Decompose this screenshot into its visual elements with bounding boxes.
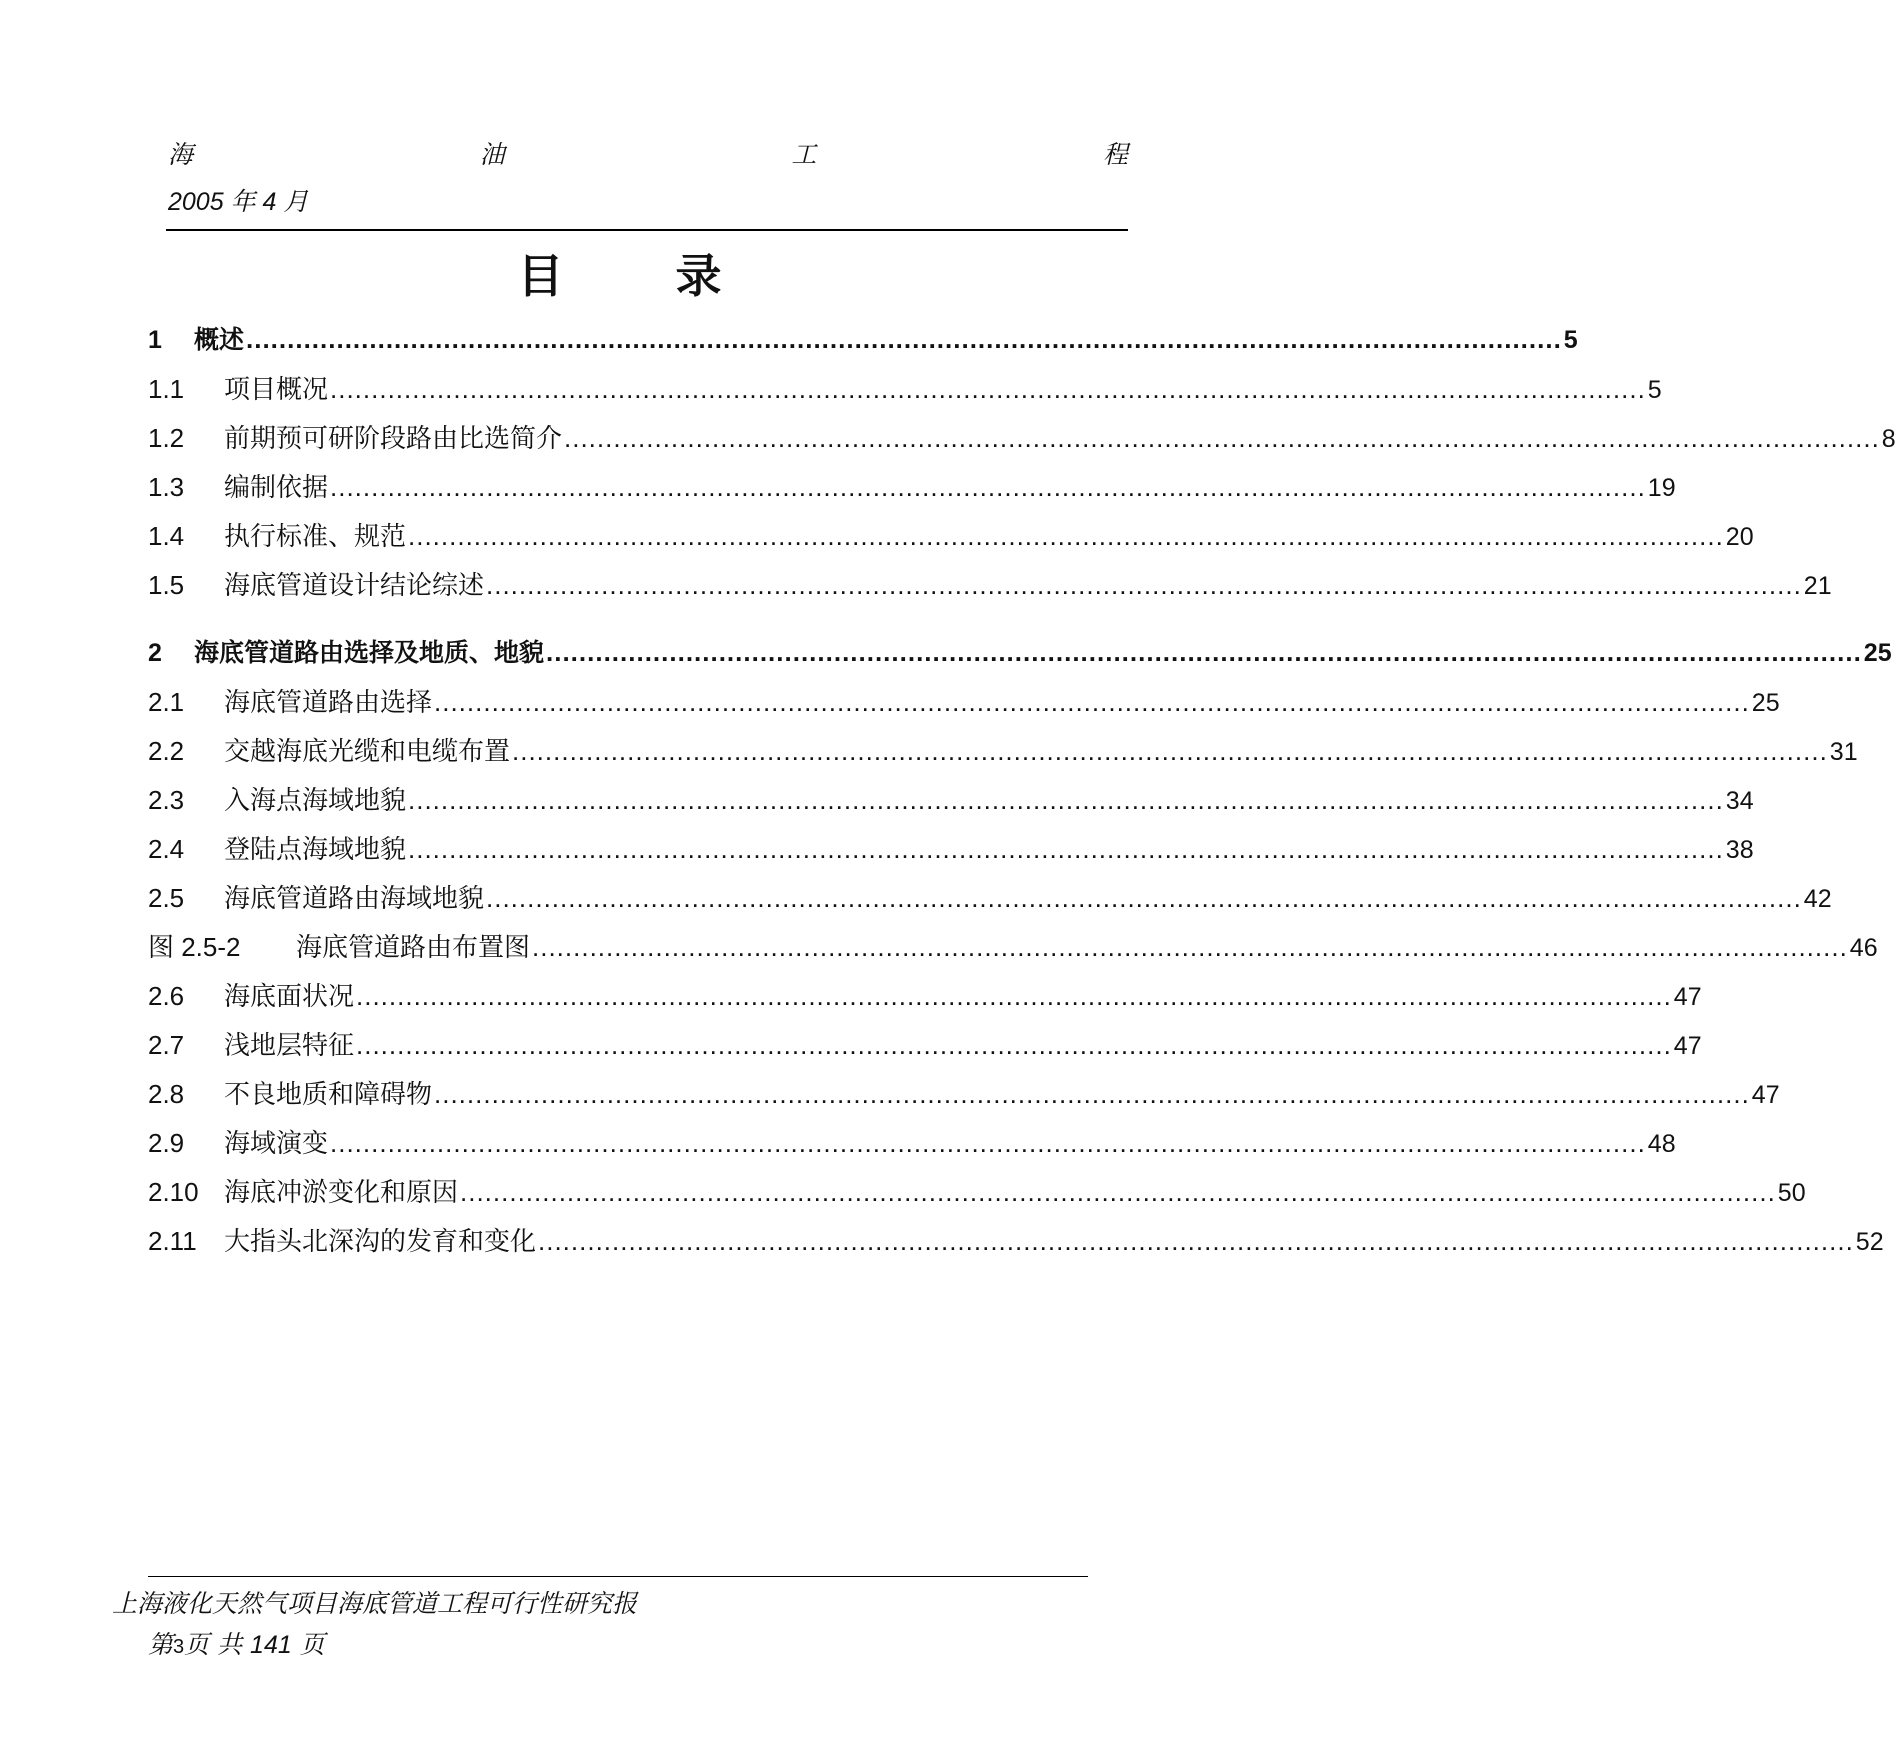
toc-entry[interactable] [148,516,1754,560]
toc-entry-number: 2.9 [148,1128,185,1158]
toc-entry-number: 2 [148,639,162,667]
header-char: 工 [791,140,817,169]
header-date: 2005 年 4 月 [168,188,309,216]
footer-document-title: 上海液化天然气项目海底管道工程可行性研究报 [112,1589,638,1618]
toc-entry-page: 34 [1725,787,1754,815]
toc-entry[interactable] [148,682,1780,726]
toc-entry-number: 2.4 [148,834,185,864]
toc-leader-dots: ................................................................................................................................................................ [512,736,1828,766]
toc-entry-number: 1.4 [148,521,185,551]
footer-divider [148,1576,1088,1577]
toc-leader-dots: ................................................................................................................................................................ [356,1030,1672,1060]
toc-heading-char: 目 [517,249,566,303]
toc-leader-dots: ................................................................................................................................................................ [434,687,1750,717]
toc-entry-title: 大指头北深沟的发育和变化 [224,1227,537,1257]
toc-leader-dots: ................................................................................................................................................................ [434,1079,1750,1109]
toc-entry-title: 海底管道设计结论综述 [224,571,485,601]
toc-entry[interactable] [148,633,1892,677]
toc-entry-page: 31 [1829,738,1858,766]
toc-entry-number: 2.3 [148,785,185,815]
toc-entry[interactable] [148,565,1832,609]
toc-entry-number: 1.3 [148,472,185,502]
footer-total-pages: 141 [250,1631,292,1659]
toc-entry-title: 入海点海域地貌 [224,786,407,816]
toc-leader-dots: ................................................................................................................................................................ [532,932,1848,962]
toc-entry[interactable] [148,976,1702,1020]
toc-entry-page: 25 [1751,689,1780,717]
toc-entry[interactable] [148,369,1662,413]
toc-entry[interactable] [148,829,1754,873]
footer-page-suffix: 页 [299,1630,325,1659]
toc-heading-char: 录 [675,249,724,303]
toc-entry-title: 海底管道路由布置图 [296,933,531,963]
toc-entry-page: 42 [1803,885,1832,913]
toc-entry[interactable] [148,1172,1806,1216]
toc-entry-title: 浅地层特征 [224,1031,355,1061]
toc-entry[interactable] [148,1025,1702,1069]
footer-page-mid: 页 共 [184,1630,243,1659]
toc-leader-dots: ................................................................................................................................................................ [538,1226,1854,1256]
toc-entry-page: 38 [1725,836,1754,864]
toc-entry-page: 47 [1751,1081,1780,1109]
toc-entry[interactable] [148,731,1858,775]
toc-leader-dots: ................................................................................................................................................................ [330,472,1646,502]
toc-entry[interactable] [148,320,1578,364]
toc-leader-dots: ................................................................................................................................................................ [408,834,1724,864]
toc-entry-page: 5 [1563,326,1578,354]
toc-leader-dots: ................................................................................................................................................................ [564,423,1880,453]
toc-entry-title: 海底面状况 [224,982,355,1012]
toc-entry-page: 48 [1647,1130,1676,1158]
toc-heading [0,240,1241,306]
toc-entry-title: 执行标准、规范 [224,522,407,552]
toc-entry-number: 2.11 [148,1226,197,1256]
toc-entry-title: 海底冲淤变化和原因 [224,1178,459,1208]
toc-entry-title: 海底管道路由选择及地质、地貌 [194,638,545,667]
toc-entry[interactable] [148,467,1676,511]
toc-entry-page: 47 [1673,983,1702,1011]
toc-entry-page: 8 [1881,425,1896,453]
toc-entry[interactable] [148,927,1878,971]
toc-leader-dots: ................................................................................................................................................................ [356,981,1672,1011]
toc-entry-title: 登陆点海域地貌 [224,835,407,865]
toc-entry-number: 2.5 [148,883,185,913]
toc-entry-number: 2.10 [148,1177,199,1207]
header-char: 油 [479,140,505,169]
toc-entry-number: 2.2 [148,736,185,766]
header-char: 海 [168,140,194,169]
toc-entry[interactable] [148,1221,1884,1265]
toc-leader-dots: ................................................................................................................................................................ [330,374,1646,404]
toc-leader-dots: ................................................................................................................................................................ [330,1128,1646,1158]
toc-entry-page: 21 [1803,572,1832,600]
toc-leader-dots: ................................................................................................................................................................ [546,637,1862,667]
toc-leader-dots: ................................................................................................................................................................ [460,1177,1776,1207]
toc-entry[interactable] [148,418,1896,462]
toc-leader-dots: ................................................................................................................................................................ [408,521,1724,551]
toc-entry-page: 47 [1673,1032,1702,1060]
toc-leader-dots: ................................................................................................................................................................ [486,883,1802,913]
toc-entry-page: 20 [1725,523,1754,551]
toc-leader-dots: ................................................................................................................................................................ [486,570,1802,600]
toc-entry-page: 50 [1777,1179,1806,1207]
toc-entry[interactable] [148,1123,1676,1167]
header-organization [168,135,1128,171]
toc-entry[interactable] [148,878,1832,922]
header-char: 程 [1102,140,1128,169]
toc-entry-number: 1.2 [148,423,185,453]
toc-entry[interactable] [148,780,1754,824]
toc-entry-title: 概述 [194,325,245,354]
toc-entry-number: 图 2.5-2 [148,932,241,962]
toc-entry-number: 1.5 [148,570,185,600]
footer-page-number [148,1625,325,1661]
toc-entry-page: 25 [1863,639,1892,667]
header-divider [166,229,1128,231]
toc-leader-dots: ................................................................................................................................................................ [246,324,1562,354]
toc-entry-title: 海底管道路由选择 [224,688,433,718]
toc-entry-title: 项目概况 [224,375,329,405]
toc-entry-title: 编制依据 [224,473,329,503]
toc-entry-number: 2.7 [148,1030,185,1060]
toc-entry-title: 不良地质和障碍物 [224,1080,433,1110]
toc-entry-number: 2.8 [148,1079,185,1109]
footer-current-page: 3 [173,1636,185,1658]
toc-entry-number: 1 [148,326,162,354]
toc-entry-title: 前期预可研阶段路由比选简介 [224,424,563,454]
toc-leader-dots: ................................................................................................................................................................ [408,785,1724,815]
toc-entry-title: 海底管道路由海域地貌 [224,884,485,914]
toc-entry-number: 2.1 [148,687,185,717]
toc-entry-title: 交越海底光缆和电缆布置 [224,737,511,767]
toc-entry-number: 1.1 [148,374,185,404]
toc-entry-number: 2.6 [148,981,185,1011]
footer-page-prefix: 第 [148,1630,174,1659]
toc-entry-title: 海域演变 [224,1129,329,1159]
toc-entry[interactable] [148,1074,1780,1118]
toc-entry-page: 19 [1647,474,1676,502]
toc-entry-page: 46 [1849,934,1878,962]
toc-entry-page: 5 [1647,376,1662,404]
toc-entry-page: 52 [1855,1228,1884,1256]
